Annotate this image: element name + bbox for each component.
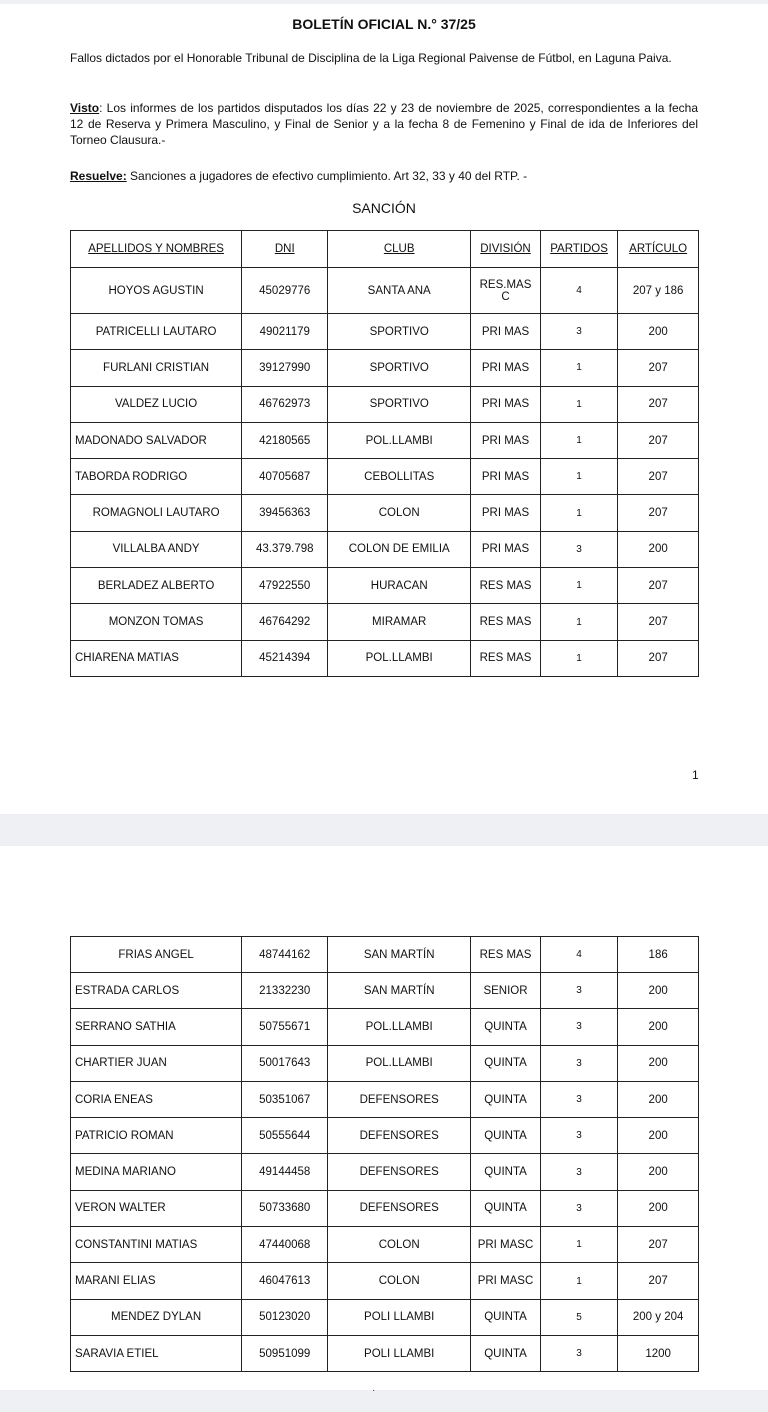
cell-articulo: 207 — [618, 1263, 699, 1299]
cell-articulo: 200 — [618, 314, 699, 350]
cell-club: SPORTIVO — [328, 386, 471, 422]
table-row — [71, 604, 699, 640]
cell-dni: 45029776 — [242, 268, 328, 314]
cell-name: VALDEZ LUCIO — [71, 386, 242, 422]
cell-dni: 50555644 — [242, 1118, 328, 1154]
table-row — [71, 1009, 699, 1045]
cell-club: POL.LLAMBI — [328, 1045, 471, 1081]
cell-division: QUINTA — [471, 1081, 541, 1117]
cell-partidos: 3 — [540, 1081, 617, 1117]
cell-division: RES MAS — [471, 640, 541, 676]
cell-partidos: 3 — [540, 973, 617, 1009]
sanctions-table-page-2 — [70, 936, 699, 1372]
cell-articulo: 200 — [618, 1081, 699, 1117]
cell-articulo: 1200 — [618, 1335, 699, 1371]
column-header-partidos: PARTIDOS — [540, 231, 617, 268]
cell-division: QUINTA — [471, 1299, 541, 1335]
intro-paragraph: Fallos dictados por el Honorable Tribunal de Disciplina de la Liga Regional Paivense de Fútbol, en Laguna Paiva. — [70, 51, 672, 65]
cell-name: CHARTIER JUAN — [71, 1045, 242, 1081]
sancion-heading: SANCIÓN — [352, 200, 416, 216]
cell-name: CONSTANTINI MATIAS — [71, 1227, 242, 1263]
cell-name: HOYOS AGUSTIN — [71, 268, 242, 314]
cell-name: BERLADEZ ALBERTO — [71, 568, 242, 604]
cell-name: PATRICELLI LAUTARO — [71, 314, 242, 350]
cell-club: COLON — [328, 1263, 471, 1299]
cell-partidos: 1 — [540, 422, 617, 458]
cell-articulo: 207 — [618, 386, 699, 422]
cell-partidos: 1 — [540, 1227, 617, 1263]
cell-partidos: 3 — [540, 1335, 617, 1371]
visto-label: Visto — [70, 101, 100, 115]
cell-name: FURLANI CRISTIAN — [71, 350, 242, 386]
table-row — [71, 1081, 699, 1117]
cell-name: ROMAGNOLI LAUTARO — [71, 495, 242, 531]
cell-club: COLON — [328, 495, 471, 531]
cell-dni: 47440068 — [242, 1227, 328, 1263]
table-row — [71, 268, 699, 314]
visto-text: : Los informes de los partidos disputados los días 22 y 23 de noviembre de 2025, correspondientes a la fecha 12 de Reserva y Primera Masculino, y Final de Senior y a la fecha 8 de Femenino y Final de ida de Inferiores del Torneo Clausura.- — [70, 101, 698, 147]
cell-name: MEDINA MARIANO — [71, 1154, 242, 1190]
cell-club: DEFENSORES — [328, 1081, 471, 1117]
cell-division: PRI MASC — [471, 1227, 541, 1263]
table-row — [71, 314, 699, 350]
table-row — [71, 422, 699, 458]
column-header-name: APELLIDOS Y NOMBRES — [71, 231, 242, 268]
cell-division: RES MAS — [471, 568, 541, 604]
cell-dni: 48744162 — [242, 937, 328, 973]
cell-partidos: 3 — [540, 1118, 617, 1154]
table-row — [71, 937, 699, 973]
column-header-club: CLUB — [328, 231, 471, 268]
cell-partidos: 4 — [540, 937, 617, 973]
cell-division: QUINTA — [471, 1009, 541, 1045]
cell-club: SPORTIVO — [328, 314, 471, 350]
cell-partidos: 1 — [540, 568, 617, 604]
cell-partidos: 1 — [540, 640, 617, 676]
cell-articulo: 207 — [618, 459, 699, 495]
cell-club: SAN MARTÍN — [328, 973, 471, 1009]
table-row — [71, 495, 699, 531]
cell-club: SPORTIVO — [328, 350, 471, 386]
table-row — [71, 640, 699, 676]
cell-division: PRI MAS — [471, 531, 541, 567]
cell-dni: 42180565 — [242, 422, 328, 458]
table-row — [71, 386, 699, 422]
table-row — [71, 350, 699, 386]
cell-articulo: 207 — [618, 495, 699, 531]
cell-dni: 47922550 — [242, 568, 328, 604]
cell-club: POLI LLAMBI — [328, 1335, 471, 1371]
resuelve-text: Sanciones a jugadores de efectivo cumplimiento. Art 32, 33 y 40 del RTP. - — [126, 169, 528, 183]
cell-division: PRI MAS — [471, 350, 541, 386]
cell-division: SENIOR — [471, 973, 541, 1009]
cell-club: CEBOLLITAS — [328, 459, 471, 495]
table-row — [71, 1227, 699, 1263]
cell-club: COLON DE EMILIA — [328, 531, 471, 567]
sanctions-table-body-1 — [71, 268, 699, 677]
cell-division: PRI MAS — [471, 422, 541, 458]
cell-dni: 49144458 — [242, 1154, 328, 1190]
table-row — [71, 568, 699, 604]
column-header-articulo: ARTÍCULO — [618, 231, 699, 268]
cell-partidos: 1 — [540, 459, 617, 495]
cell-articulo: 186 — [618, 937, 699, 973]
table-row — [71, 1335, 699, 1371]
resuelve-label: Resuelve: — [70, 169, 127, 183]
cell-name: MADONADO SALVADOR — [71, 422, 242, 458]
cell-division: RES MAS — [471, 604, 541, 640]
cell-dni: 43.379.798 — [242, 531, 328, 567]
document-page-1 — [0, 4, 768, 814]
cell-division: RES MAS — [471, 937, 541, 973]
document-page-2 — [0, 846, 768, 1390]
cell-name: SARAVIA ETIEL — [71, 1335, 242, 1371]
cell-division: PRI MAS — [471, 314, 541, 350]
cell-partidos: 1 — [540, 350, 617, 386]
cell-articulo: 207 — [618, 568, 699, 604]
cell-club: COLON — [328, 1227, 471, 1263]
cell-partidos: 1 — [540, 495, 617, 531]
cell-articulo: 207 — [618, 604, 699, 640]
cell-name: CORIA ENEAS — [71, 1081, 242, 1117]
table-row — [71, 1118, 699, 1154]
cell-dni: 39127990 — [242, 350, 328, 386]
cell-dni: 50123020 — [242, 1299, 328, 1335]
cell-division: PRI MAS — [471, 495, 541, 531]
cell-articulo: 200 — [618, 1154, 699, 1190]
cell-name: VERON WALTER — [71, 1190, 242, 1226]
cell-division: QUINTA — [471, 1190, 541, 1226]
cell-articulo: 200 — [618, 1190, 699, 1226]
cell-name: CHIARENA MATIAS — [71, 640, 242, 676]
cell-dni: 50017643 — [242, 1045, 328, 1081]
cell-dni: 50733680 — [242, 1190, 328, 1226]
cell-name: SERRANO SATHIA — [71, 1009, 242, 1045]
cell-partidos: 3 — [540, 1190, 617, 1226]
cell-dni: 46047613 — [242, 1263, 328, 1299]
cell-partidos: 3 — [540, 1009, 617, 1045]
cell-partidos: 1 — [540, 386, 617, 422]
cell-division: QUINTA — [471, 1045, 541, 1081]
cell-articulo: 207 — [618, 640, 699, 676]
table-row — [71, 459, 699, 495]
cell-division: QUINTA — [471, 1118, 541, 1154]
cell-dni: 40705687 — [242, 459, 328, 495]
cell-club: HURACAN — [328, 568, 471, 604]
cell-dni: 21332230 — [242, 973, 328, 1009]
cell-club: DEFENSORES — [328, 1190, 471, 1226]
visto-paragraph — [70, 100, 698, 148]
column-header-division: DIVISIÓN — [471, 231, 541, 268]
cell-dni: 45214394 — [242, 640, 328, 676]
cell-club: POL.LLAMBI — [328, 1009, 471, 1045]
cell-club: POLI LLAMBI — [328, 1299, 471, 1335]
cell-partidos: 3 — [540, 531, 617, 567]
cell-name: MARANI ELIAS — [71, 1263, 242, 1299]
cell-partidos: 5 — [540, 1299, 617, 1335]
cell-dni: 46764292 — [242, 604, 328, 640]
table-row — [71, 1190, 699, 1226]
bulletin-title: BOLETÍN OFICIAL N.° 37/25 — [292, 16, 476, 32]
sanctions-table-body-2 — [71, 937, 699, 1372]
page-number: 1 — [692, 768, 699, 782]
cell-dni: 50951099 — [242, 1335, 328, 1371]
cell-division: QUINTA — [471, 1335, 541, 1371]
cell-dni: 50351067 — [242, 1081, 328, 1117]
cell-partidos: 1 — [540, 1263, 617, 1299]
cell-articulo: 207 — [618, 422, 699, 458]
cell-articulo: 200 — [618, 1118, 699, 1154]
cell-partidos: 3 — [540, 1154, 617, 1190]
table-row — [71, 531, 699, 567]
cell-name: MENDEZ DYLAN — [71, 1299, 242, 1335]
cell-club: POL.LLAMBI — [328, 640, 471, 676]
cell-articulo: 200 y 204 — [618, 1299, 699, 1335]
cell-club: POL.LLAMBI — [328, 422, 471, 458]
cell-articulo: 200 — [618, 1045, 699, 1081]
sanctions-table-page-1 — [70, 230, 699, 677]
cell-name: MONZON TOMAS — [71, 604, 242, 640]
footer-mark: · — [372, 1385, 376, 1396]
cell-partidos: 3 — [540, 1045, 617, 1081]
cell-partidos: 3 — [540, 314, 617, 350]
cell-articulo: 207 — [618, 350, 699, 386]
cell-dni: 46762973 — [242, 386, 328, 422]
cell-division: PRI MASC — [471, 1263, 541, 1299]
cell-name: ESTRADA CARLOS — [71, 973, 242, 1009]
cell-partidos: 4 — [540, 268, 617, 314]
cell-dni: 49021179 — [242, 314, 328, 350]
cell-articulo: 200 — [618, 531, 699, 567]
cell-club: DEFENSORES — [328, 1154, 471, 1190]
table-row — [71, 1299, 699, 1335]
table-row — [71, 1045, 699, 1081]
cell-dni: 50755671 — [242, 1009, 328, 1045]
table-row — [71, 1263, 699, 1299]
cell-club: SANTA ANA — [328, 268, 471, 314]
cell-name: FRIAS ANGEL — [71, 937, 242, 973]
cell-division: PRI MAS — [471, 459, 541, 495]
table-header-row — [71, 231, 699, 268]
cell-name: PATRICIO ROMAN — [71, 1118, 242, 1154]
cell-division: QUINTA — [471, 1154, 541, 1190]
cell-club: MIRAMAR — [328, 604, 471, 640]
cell-club: SAN MARTÍN — [328, 937, 471, 973]
cell-division: RES.MAS C — [471, 268, 541, 314]
table-row — [71, 973, 699, 1009]
table-row — [71, 1154, 699, 1190]
cell-articulo: 207 — [618, 1227, 699, 1263]
cell-dni: 39456363 — [242, 495, 328, 531]
column-header-dni: DNI — [242, 231, 328, 268]
cell-articulo: 207 y 186 — [618, 268, 699, 314]
resuelve-paragraph — [70, 168, 698, 184]
cell-name: VILLALBA ANDY — [71, 531, 242, 567]
cell-articulo: 200 — [618, 973, 699, 1009]
cell-division: PRI MAS — [471, 386, 541, 422]
cell-name: TABORDA RODRIGO — [71, 459, 242, 495]
cell-articulo: 200 — [618, 1009, 699, 1045]
cell-partidos: 1 — [540, 604, 617, 640]
cell-club: DEFENSORES — [328, 1118, 471, 1154]
